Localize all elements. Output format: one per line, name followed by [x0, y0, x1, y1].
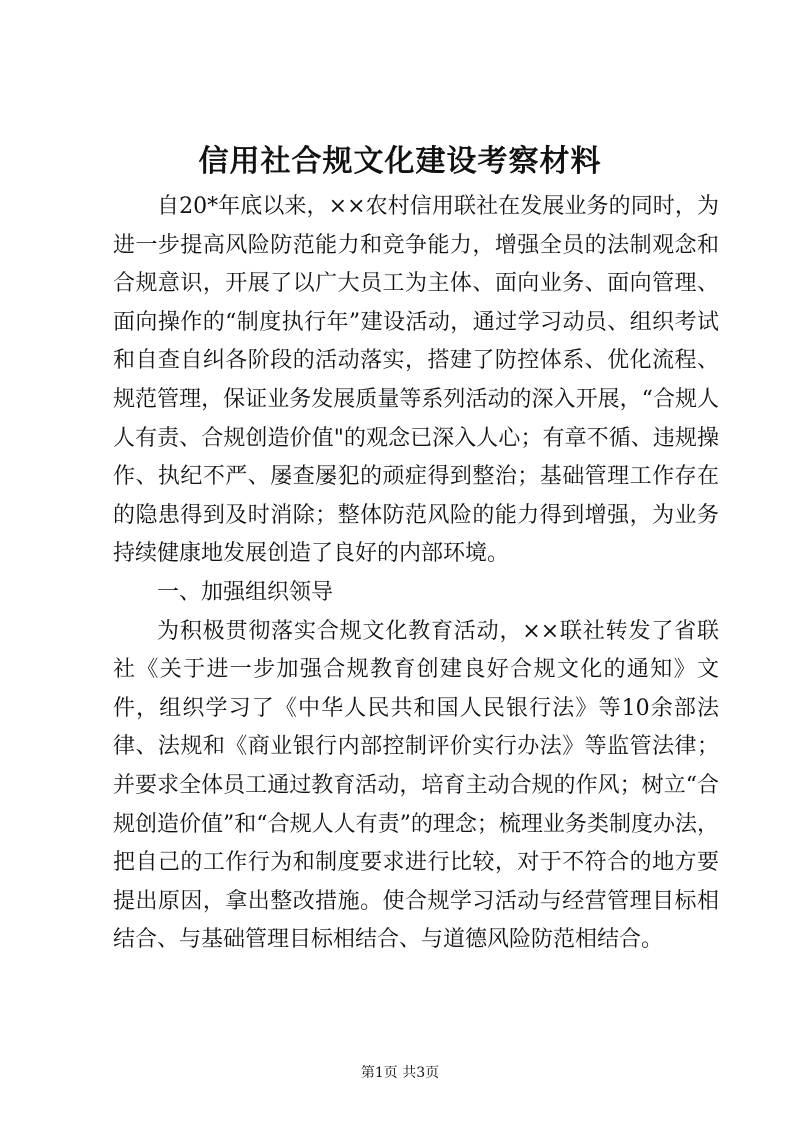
page-footer: 第1页 共3页 — [360, 1065, 440, 1081]
document-body — [113, 188, 719, 960]
document-title: 信用社合规文化建设考察材料 — [198, 144, 602, 179]
section-paragraph: 为积极贯彻落实合规文化教育活动，××联社转发了省联社《关于进一步加强合规教育创建良好合规文化的通知》文件，组织学习了《中华人民共和国人民银行法》等10余部法律、法规和《商业银行内部控制评价实行办法》等监管法律；并要求全体员工通过教育活动，培育主动合规的作风；树立“合规创造价值”和“合规人人有责”的理念；梳理业务类制度办法，把自己的工作行为和制度要求进行比较，对于不符合的地方要提出原因，拿出整改措施。使合规学习活动与经营管理目标相结合、与基础管理目标相结合、与道德风险防范相结合。 — [113, 618, 719, 953]
intro-paragraph: 自20*年底以来，××农村信用联社在发展业务的同时，为进一步提高风险防范能力和竞争能力，增强全员的法制观念和合规意识，开展了以广大员工为主体、面向业务、面向管理、面向操作的“制度执行年”建设活动，通过学习动员、组织考试和自查自纠各阶段的活动落实，搭建了防控体系、优化流程、规范管理，保证业务发展质量等系列活动的深入开展，“合规人人有责、合规创造价值"的观念已深入人心；有章不循、违规操作、执纪不严、屡查屡犯的顽症得到整治；基础管理工作存在的隐患得到及时消除；整体防范风险的能力得到增强，为业务持续健康地发展创造了良好的内部环境。 — [113, 194, 719, 567]
section-heading: 一、加强组织领导 — [157, 579, 334, 605]
